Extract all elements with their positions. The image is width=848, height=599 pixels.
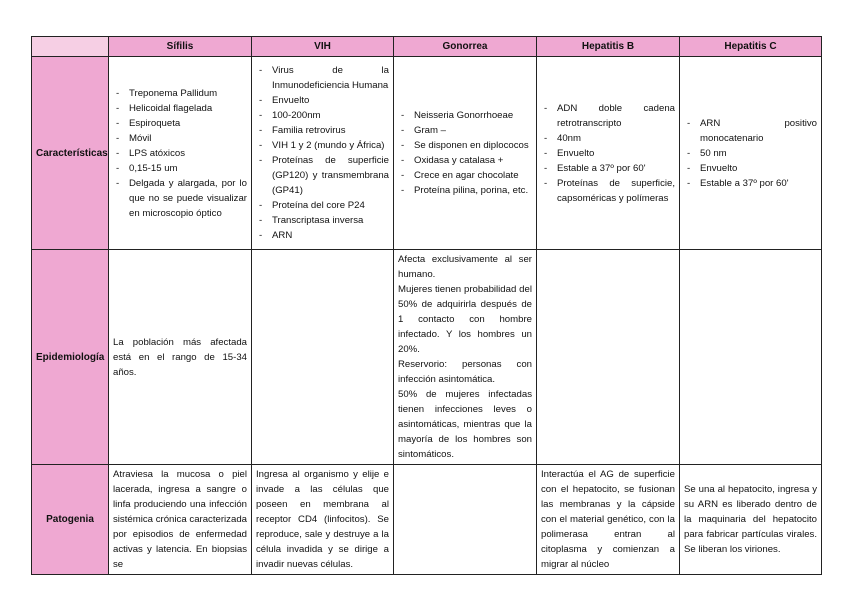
paragraph: Afecta exclusivamente al ser humano. (398, 254, 532, 280)
list-item: - Espiroqueta (113, 116, 247, 131)
list-item: - Oxidasa y catalasa + (398, 153, 532, 168)
list-item: - Estable a 37º por 60' (684, 176, 817, 191)
list-item: - Proteínas de superficie (GP120) y transmembrana (GP41) (256, 153, 389, 198)
cell-hepb-caracteristicas (537, 57, 680, 250)
header-hepatitis-c: Hepatitis C (680, 37, 822, 57)
cell-gonorrea-caracteristicas (394, 57, 537, 250)
paragraph: Mujeres tienen probabilidad del 50% de adquirirla después de 1 contacto con hombre infectado. Y los hombres un 20%. (398, 284, 532, 355)
list-item: - Proteínas de superficie, capsoméricas y polímeras (541, 176, 675, 206)
list-item: - 0,15-15 um (113, 161, 247, 176)
list-item: - LPS atóxicos (113, 146, 247, 161)
list-item: - Helicoidal flagelada (113, 101, 247, 116)
cell-gonorrea-epidemiologia (394, 250, 537, 465)
list-item: - 100-200nm (256, 108, 389, 123)
cell-vih-epidemiologia (252, 250, 394, 465)
row-label-patogenia: Patogenia (32, 465, 109, 575)
paragraph: Reservorio: personas con infección asintomática. (398, 359, 532, 385)
header-row (32, 37, 822, 57)
list-item: - Proteína pilina, porina, etc. (398, 183, 532, 198)
row-label-caracteristicas: Características (32, 57, 109, 250)
list-item: - Envuelto (684, 161, 817, 176)
list (684, 116, 817, 191)
cell-hepb-epidemiologia (537, 250, 680, 465)
list (541, 101, 675, 206)
row-caracteristicas (32, 57, 822, 250)
cell-gonorrea-patogenia (394, 465, 537, 575)
cell-vih-caracteristicas (252, 57, 394, 250)
header-hepatitis-b: Hepatitis B (537, 37, 680, 57)
cell-hepc-caracteristicas (680, 57, 822, 250)
header-corner (32, 37, 109, 57)
std-comparison-table (31, 36, 822, 575)
cell-hepb-patogenia: Interactúa el AG de superficie con el hepatocito, se fusionan las membranas y la cápside con el material genético, con la polimerasa entran al citoplasma y comienzan a migrar al núcleo (537, 465, 680, 575)
list-item: - Delgada y alargada, por lo que no se puede visualizar en microscopio óptico (113, 176, 247, 221)
paragraphs (398, 252, 532, 462)
header-gonorrea: Gonorrea (394, 37, 537, 57)
list-item: - Proteína del core P24 (256, 198, 389, 213)
list-item: - Estable a 37º por 60' (541, 161, 675, 176)
list-item: - ARN (256, 228, 389, 243)
cell-sifilis-caracteristicas (109, 57, 252, 250)
list (256, 63, 389, 243)
header-vih: VIH (252, 37, 394, 57)
list (398, 108, 532, 198)
list-item: - Crece en agar chocolate (398, 168, 532, 183)
list-item: - Envuelto (541, 146, 675, 161)
list-item: - ADN doble cadena retrotranscripto (541, 101, 675, 131)
row-epidemiologia (32, 250, 822, 465)
paragraph: 50% de mujeres infectadas tienen infecciones leves o asintomáticas, mientras que la mayoría de los hombres son sintomáticos. (398, 389, 532, 460)
cell-sifilis-epidemiologia: La población más afectada está en el rango de 15-34 años. (109, 250, 252, 465)
list (113, 86, 247, 221)
list-item: - 40nm (541, 131, 675, 146)
list-item: - Móvil (113, 131, 247, 146)
list-item: - Se disponen en diplococos (398, 138, 532, 153)
list-item: - Virus de la Inmunodeficiencia Humana (256, 63, 389, 93)
row-patogenia (32, 465, 822, 575)
list-item: - 50 nm (684, 146, 817, 161)
list-item: - Neisseria Gonorrhoeae (398, 108, 532, 123)
cell-hepc-patogenia: Se una al hepatocito, ingresa y su ARN es liberado dentro de la maquinaria del hepatocito para fabricar partículas virales. Se liberan los viriones. (680, 465, 822, 575)
cell-vih-patogenia: Ingresa al organismo y elije e invade a las células que poseen en membrana al receptor CD4 (linfocitos). Se reproduce, sale y destruye a la célula invadida y se dirige a invadir nuevas células. (252, 465, 394, 575)
list-item: - Envuelto (256, 93, 389, 108)
list-item: - Treponema Pallidum (113, 86, 247, 101)
list-item: - Familia retrovirus (256, 123, 389, 138)
cell-sifilis-patogenia: Atraviesa la mucosa o piel lacerada, ingresa a sangre o linfa produciendo una infección sistémica crónica caracterizada por episodios de enfermedad activas y latencia. En biopsias se (109, 465, 252, 575)
cell-hepc-epidemiologia (680, 250, 822, 465)
row-label-epidemiologia: Epidemiología (32, 250, 109, 465)
list-item: - ARN positivo monocatenario (684, 116, 817, 146)
list-item: - VIH 1 y 2 (mundo y África) (256, 138, 389, 153)
list-item: - Gram – (398, 123, 532, 138)
header-sifilis: Sífilis (109, 37, 252, 57)
list-item: - Transcriptasa inversa (256, 213, 389, 228)
